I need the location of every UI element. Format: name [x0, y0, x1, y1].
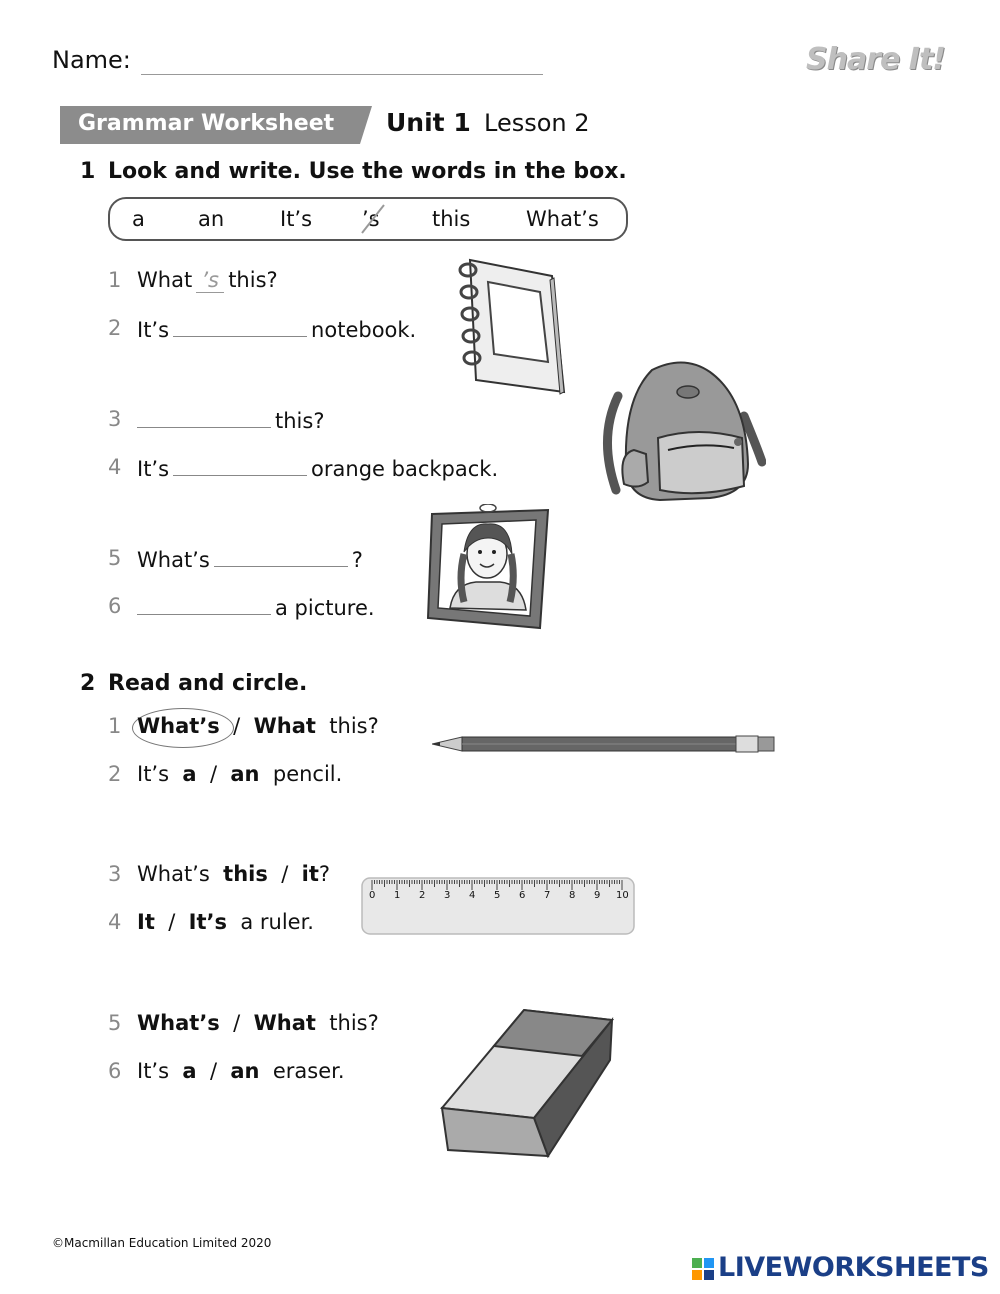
s1-item-1-post: this?: [228, 268, 278, 292]
grammar-worksheet-banner: [60, 106, 370, 144]
ruler-label-9: 9: [594, 890, 601, 901]
s2-item-5-post: this?: [329, 1011, 379, 1035]
s2-item-2-number: 2: [108, 762, 122, 786]
s1-item-6-post: a picture.: [275, 596, 375, 620]
s2-item-2-post: pencil.: [272, 762, 343, 786]
word-a: a: [132, 207, 145, 231]
word-an: an: [198, 207, 225, 231]
s2-item-1-post: this?: [329, 714, 379, 738]
unit-title: Unit 1: [386, 108, 471, 137]
word-s-crossed: ’s: [362, 207, 380, 231]
s2-item-4-slash: /: [168, 910, 176, 934]
s2-item-4: [137, 910, 314, 934]
copyright: ©Macmillan Education Limited 2020: [52, 1236, 272, 1250]
s2-item-5: [137, 1011, 379, 1035]
s1-item-6-blank[interactable]: [137, 594, 271, 615]
s1-item-4-number: 4: [108, 455, 122, 479]
s1-item-6-number: 6: [108, 594, 122, 618]
s2-item-3-number: 3: [108, 862, 122, 886]
pencil-icon: [432, 734, 778, 754]
s2-item-5-slash: /: [233, 1011, 241, 1035]
s2-item-5-number: 5: [108, 1011, 122, 1035]
s2-item-2-option-1[interactable]: a: [182, 762, 197, 786]
s1-item-6: [133, 594, 375, 620]
ruler-label-7: 7: [544, 890, 551, 901]
s1-item-1-answer: ’s: [196, 268, 224, 293]
s1-item-4: [137, 455, 498, 481]
name-label: Name:: [52, 46, 131, 74]
s2-item-6-post: eraser.: [272, 1059, 345, 1083]
s1-item-1: [137, 268, 278, 293]
s1-item-2-number: 2: [108, 316, 122, 340]
s2-item-1-slash: /: [233, 714, 241, 738]
s1-item-2: [137, 316, 416, 342]
s1-item-5: [137, 546, 363, 572]
ruler-label-8: 8: [569, 890, 576, 901]
lesson-title: Lesson 2: [484, 109, 590, 137]
ruler-labels: [360, 890, 638, 904]
s2-item-1-option-2[interactable]: What: [253, 714, 316, 738]
s1-item-4-blank[interactable]: [173, 455, 307, 476]
s2-item-2-option-2[interactable]: an: [230, 762, 260, 786]
s2-item-4-option-1[interactable]: It: [137, 910, 155, 934]
s2-item-6-slash: /: [209, 1059, 218, 1083]
s2-item-5-option-2[interactable]: What: [253, 1011, 316, 1035]
ruler-body: [360, 874, 638, 938]
s2-item-6-pre: It’s: [137, 1059, 170, 1083]
section-2-title: Read and circle.: [108, 671, 308, 696]
word-its: It’s: [280, 207, 313, 231]
s1-item-5-pre: What’s: [137, 548, 210, 572]
s1-item-3-blank[interactable]: [137, 407, 271, 428]
s1-item-4-post: orange backpack.: [311, 457, 499, 481]
ruler-label-3: 3: [444, 890, 451, 901]
ruler-label-10: 10: [616, 890, 629, 901]
s1-item-5-blank[interactable]: [214, 546, 348, 567]
notebook-icon: [452, 256, 570, 398]
liveworksheets-logo-icon: [692, 1258, 714, 1280]
ruler-label-2: 2: [419, 890, 426, 901]
banner-text: Grammar Worksheet: [78, 111, 335, 136]
liveworksheets-brand: LIVEWORKSHEETS: [718, 1252, 989, 1283]
s1-item-1-number: 1: [108, 268, 122, 292]
s2-item-4-post: a ruler.: [240, 910, 314, 934]
s2-item-3-option-2[interactable]: it: [301, 862, 319, 886]
word-whats: What’s: [526, 207, 599, 231]
s2-item-6-number: 6: [108, 1059, 122, 1083]
ruler-icon: [360, 874, 638, 938]
name-field-line[interactable]: [141, 74, 543, 75]
s1-item-1-pre: What: [137, 268, 193, 292]
s1-item-3: [133, 407, 324, 433]
s2-item-6-option-1[interactable]: a: [182, 1059, 197, 1083]
ruler-label-4: 4: [469, 890, 476, 901]
s2-item-4-option-2[interactable]: It’s: [188, 910, 227, 934]
s2-item-4-number: 4: [108, 910, 122, 934]
s2-item-2: [137, 762, 342, 786]
s2-item-5-option-1[interactable]: What’s: [137, 1011, 220, 1035]
ruler-label-5: 5: [494, 890, 501, 901]
s1-item-2-blank[interactable]: [173, 316, 307, 337]
s2-item-3: [137, 862, 330, 886]
picture-frame-icon: [424, 504, 554, 634]
s1-item-2-pre: It’s: [137, 318, 170, 342]
s2-item-3-post: ?: [318, 862, 331, 886]
s2-item-2-slash: /: [209, 762, 218, 786]
ruler-label-6: 6: [519, 890, 526, 901]
s2-item-1-number: 1: [108, 714, 122, 738]
s2-item-3-pre: What’s: [137, 862, 210, 886]
word-this: this: [432, 207, 471, 231]
eraser-icon: [438, 1006, 616, 1166]
s2-item-1: [137, 714, 379, 738]
strike-mark-icon: [358, 203, 388, 235]
s1-item-3-number: 3: [108, 407, 122, 431]
section-1-number: 1: [80, 159, 96, 184]
backpack-icon: [598, 358, 766, 504]
s1-item-5-number: 5: [108, 546, 122, 570]
s1-item-5-post: ?: [351, 548, 363, 572]
s2-item-1-option-1[interactable]: What’s: [137, 714, 220, 738]
s1-item-2-post: notebook.: [311, 318, 417, 342]
s2-item-2-pre: It’s: [137, 762, 170, 786]
ruler-label-1: 1: [394, 890, 401, 901]
s2-item-3-option-1[interactable]: this: [223, 862, 268, 886]
share-it-logo: Share It!: [806, 42, 945, 77]
s2-item-3-slash: /: [281, 862, 289, 886]
section-2-number: 2: [80, 671, 96, 696]
ruler-label-0: 0: [369, 890, 376, 901]
s2-item-6-option-2[interactable]: an: [230, 1059, 260, 1083]
s1-item-3-post: this?: [275, 409, 325, 433]
s1-item-4-pre: It’s: [137, 457, 170, 481]
s2-item-6: [137, 1059, 345, 1083]
section-1-title: Look and write. Use the words in the box.: [108, 159, 627, 184]
